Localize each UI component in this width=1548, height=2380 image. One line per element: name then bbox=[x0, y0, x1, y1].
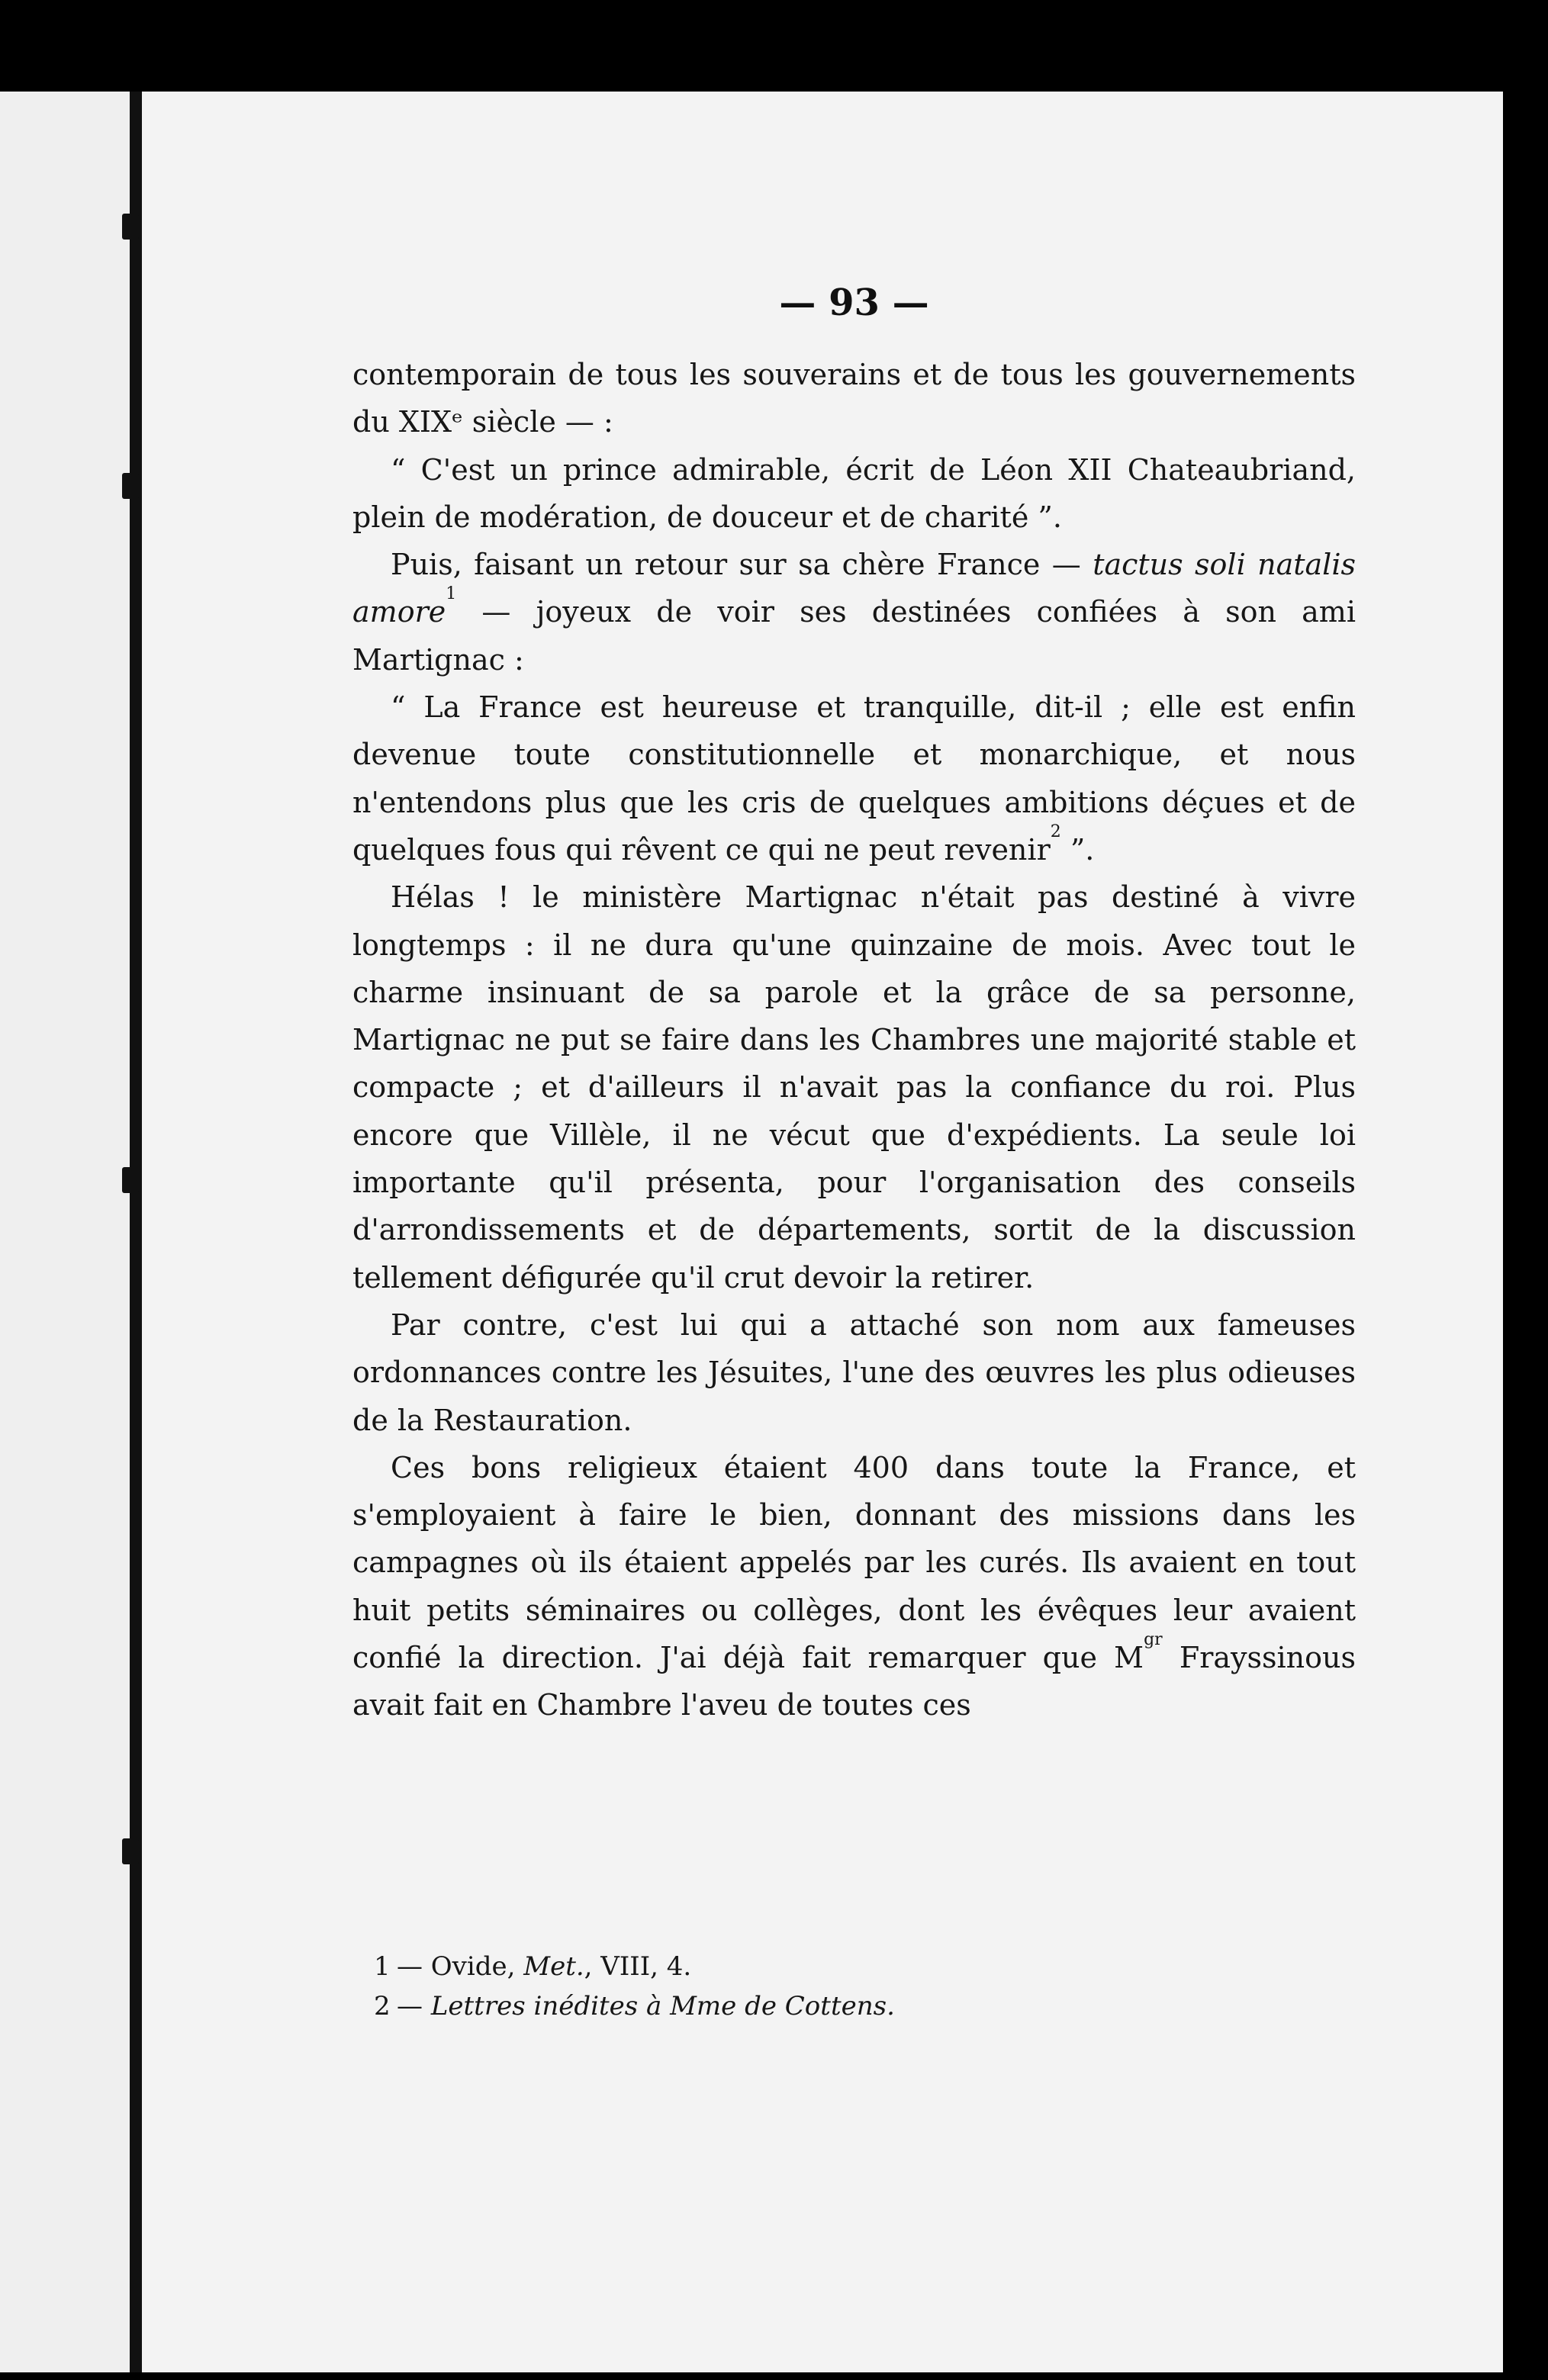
footnote bbox=[374, 1947, 1289, 1986]
paragraph bbox=[352, 1444, 1356, 1729]
footnote-number: 2 bbox=[374, 1991, 391, 2021]
footnote-ref: gr bbox=[1144, 1630, 1163, 1650]
text-run: , VIII, 4. bbox=[584, 1951, 692, 1982]
paragraph: Hélas ! le ministère Martignac n'était pas destiné à vivre longtemps : il ne dura qu'une quinzaine de mois. Avec tout le charme insinuant de sa parole et la grâce de sa personne, Martignac ne put se faire dans les Chambres une majorité stable et compacte ; et d'ailleurs il n'avait pas la confiance du roi. Plus encore que Villèle, il ne vécut que d'expédients. La seule loi importante qu'il présenta, pour l'organisation des conseils d'arrondissements et de départements, sortit de la discussion tellement défigurée qu'il crut devoir la retirer. bbox=[352, 880, 1356, 1295]
text-run: Ces bons religieux étaient 400 dans toute la France, et s'employaient à faire le bien, donnant des missions dans les campagnes où ils étaient appelés par les curés. Ils avaient en tout huit petits séminaires ou collèges, dont les évêques leur avaient confié la direction. J'ai déjà fait remarquer que M bbox=[352, 1450, 1356, 1675]
italic-text: tactus soli natalis amore bbox=[352, 548, 1356, 629]
page-number: — 93 — bbox=[779, 281, 929, 324]
footnote-number: 1 bbox=[374, 1951, 391, 1982]
footnote bbox=[374, 1986, 1289, 2026]
italic-text: Lettres inédites à Mme de Cottens. bbox=[430, 1991, 895, 2021]
italic-text: Met. bbox=[523, 1951, 584, 1982]
binding-mark bbox=[122, 1167, 139, 1193]
facing-page-edge bbox=[0, 92, 137, 2372]
paragraph-list bbox=[352, 351, 1356, 1729]
paragraph: Par contre, c'est lui qui a attaché son nom aux fameuses ordonnances contre les Jésuites, l'une des œuvres les plus odieuses de la Restauration. bbox=[352, 1307, 1356, 1437]
text-run: — joyeux de voir ses destinées confiées à son ami Martignac : bbox=[352, 595, 1356, 677]
footnote-ref: 2 bbox=[1050, 822, 1061, 841]
binding-mark bbox=[122, 1838, 139, 1864]
text-run: — bbox=[397, 1991, 431, 2021]
paragraph: “ C'est un prince admirable, écrit de Léon XII Chateaubriand, plein de modération, de douceur et de charité ”. bbox=[352, 452, 1356, 534]
paragraph bbox=[352, 541, 1356, 683]
text-run: — Ovide, bbox=[397, 1951, 524, 1982]
footnotes bbox=[374, 1947, 1289, 2026]
text-run: “ La France est heureuse et tranquille, dit-il ; elle est enfin devenue toute constitutionnelle et monarchique, et nous n'entendons plus que les cris de quelques ambitions déçues et de quelques fous qui rêvent ce qui ne peut revenir bbox=[352, 690, 1356, 867]
binding-mark bbox=[122, 473, 139, 499]
text-run: Puis, faisant un retour sur sa chère France — bbox=[391, 548, 1093, 582]
paragraph bbox=[352, 683, 1356, 873]
text-run: Frayssinous avait fait en Chambre l'aveu de toutes ces bbox=[352, 1641, 1357, 1722]
footnote-ref: 1 bbox=[446, 584, 457, 604]
binding-mark bbox=[122, 214, 139, 240]
paragraph: contemporain de tous les souverains et de tous les gouvernements du XIXᵉ siècle — : bbox=[352, 358, 1356, 439]
body-text bbox=[352, 282, 1356, 1729]
text-run: ”. bbox=[1060, 832, 1095, 867]
binding-spine bbox=[130, 92, 142, 2372]
